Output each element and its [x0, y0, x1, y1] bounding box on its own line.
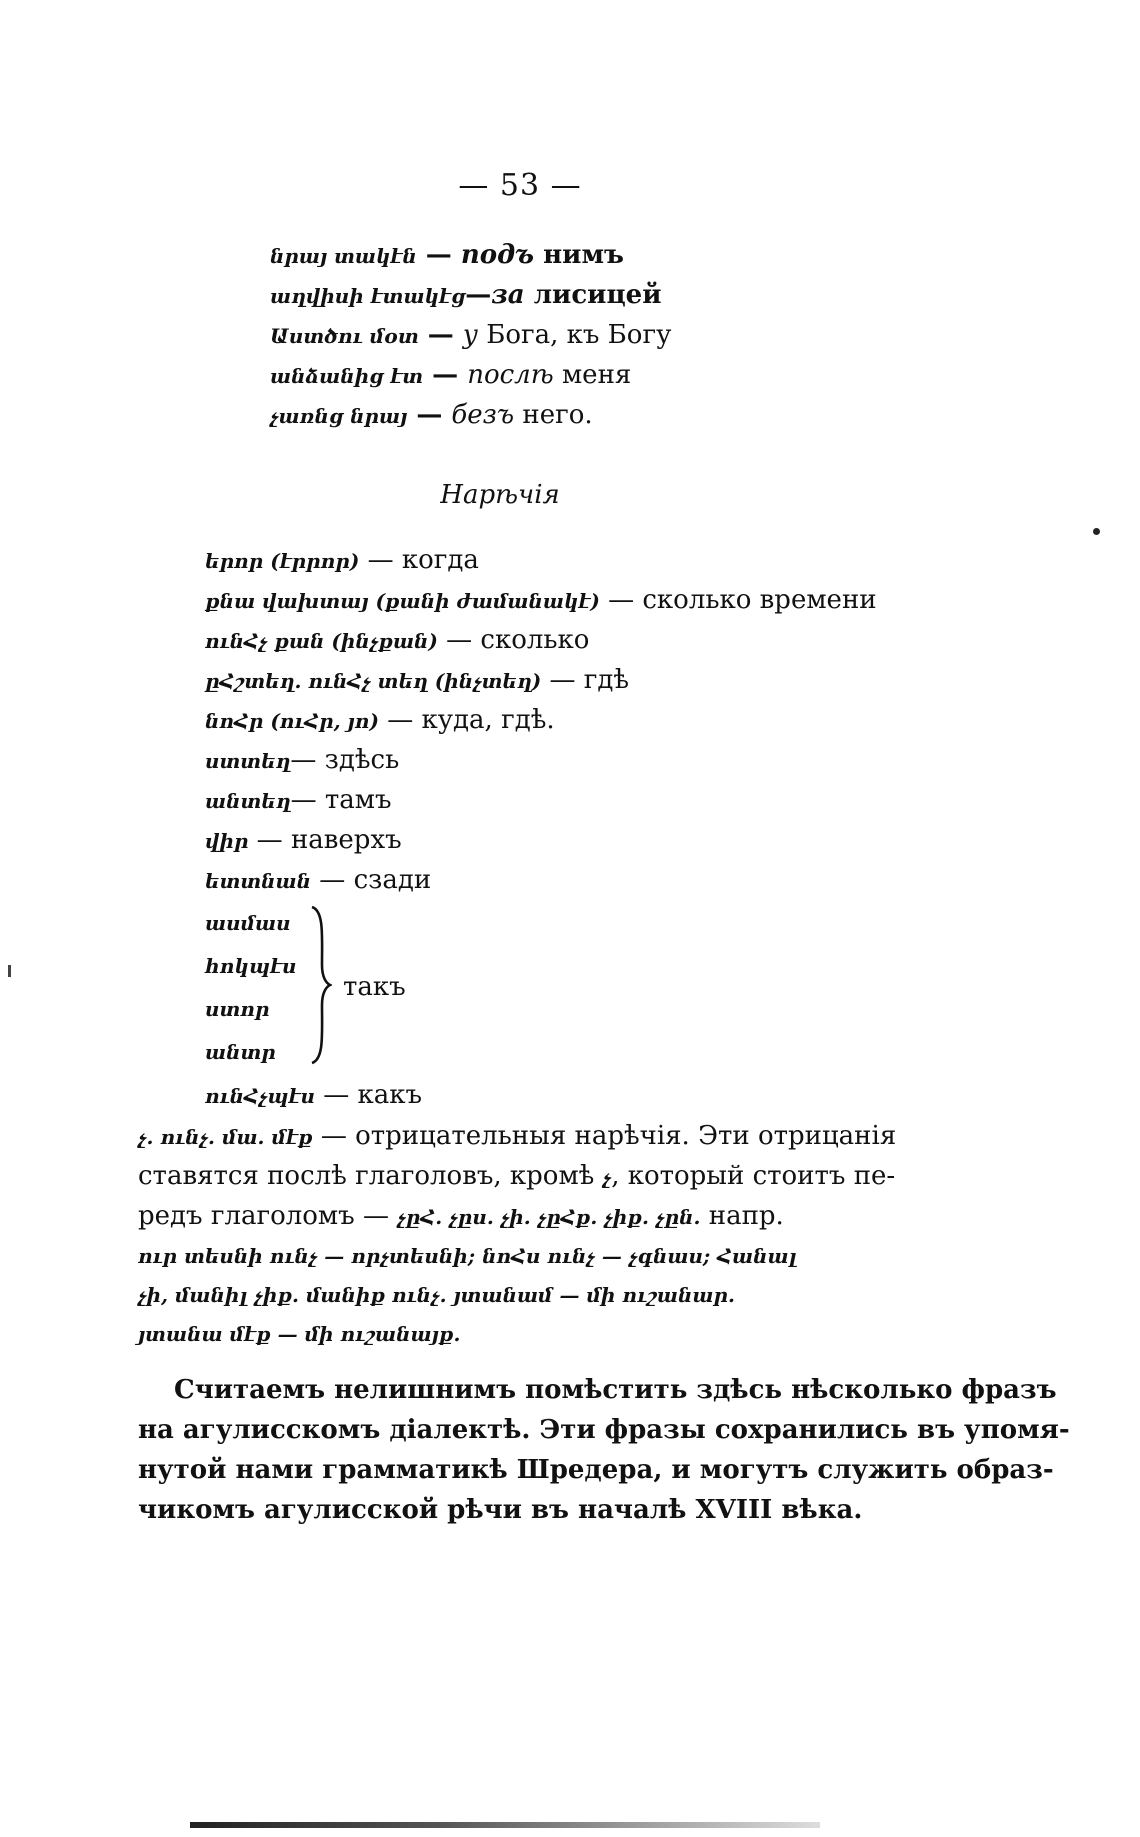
- closing-row-1: Считаемъ нелишнимъ помѣстить здѣсь нѣсколько фразъ: [174, 1375, 1057, 1405]
- adverb-line-3: [205, 625, 589, 656]
- russian-text: — сколько: [437, 625, 590, 655]
- russian-text: — тамъ: [290, 785, 392, 815]
- russian-text: — здѣсь: [290, 745, 400, 775]
- adverb-line-9: [205, 865, 431, 896]
- adverb-line-8: [205, 825, 402, 856]
- negation-row-1: չ. ունչ. մա. մէք — отрицательныя нарѣчія. Эти отрицанія: [138, 1121, 897, 1151]
- brace-meaning: такъ: [343, 972, 406, 1002]
- russian-text: Бога, къ Богу: [477, 320, 672, 350]
- russian-italic: послѣ: [467, 360, 554, 390]
- russian-text: — когда: [359, 545, 479, 575]
- adverb-line-5: [205, 705, 555, 736]
- scan-edge-artifact: [190, 1822, 820, 1828]
- armenian-phrase: ասմաս: [205, 911, 291, 935]
- adverb-line-1: [205, 545, 479, 576]
- armenian-phrase: ըՀշտեղ. ունՀչ տեղ (ինչտեղ): [205, 669, 542, 693]
- negation-row-2: ставятся послѣ глаголовъ, кромѣ չ, который стоитъ пе-: [138, 1161, 896, 1191]
- russian-text: лисицей: [524, 280, 662, 310]
- russian-text: — сколько времени: [599, 585, 877, 615]
- armenian-phrase: վիր: [205, 829, 249, 853]
- page-number: — 53 —: [458, 168, 582, 203]
- russian-text: — какъ: [314, 1080, 423, 1110]
- armenian-phrase: քնա վախտայ (քանի ժամանակէ): [205, 589, 600, 613]
- adverb-line-7: [205, 785, 392, 816]
- adverb-line-6: [205, 745, 399, 776]
- russian-text: нимъ: [534, 240, 624, 270]
- russian-text: — сзади: [311, 865, 432, 895]
- armenian-phrase: Աստծու մօտ: [270, 324, 419, 348]
- negation-row-6: յտանա մէք — մի ուշանայք.: [138, 1322, 461, 1346]
- russian-italic: безъ: [451, 400, 515, 430]
- brace-item-2: [205, 950, 297, 981]
- armenian-phrase: աղվիսի էտակէց: [270, 284, 466, 308]
- negation-row-3: редъ глаголомъ — չըՀ. չըս. չի. չըՀք. չիք. չըն. напр.: [138, 1201, 784, 1231]
- preposition-line-1: նրայ տակէն — подъ нимъ: [270, 240, 624, 270]
- scan-speck: [8, 965, 11, 977]
- armenian-phrase: երոր (էրրոր): [205, 549, 360, 573]
- armenian-phrase: անտր: [205, 1040, 276, 1064]
- closing-paragraph: [138, 1370, 1070, 1530]
- russian-text: — наверхъ: [248, 825, 402, 855]
- preposition-line-5: չառնց նրայ — безъ него.: [270, 400, 593, 430]
- negation-row-4: ուր տեսնի ունչ — որչտեսնի; նոՀս ունչ — չգնաս; Հանալ: [138, 1244, 797, 1268]
- negation-paragraph: [138, 1117, 908, 1354]
- preposition-line-2: աղվիսի էտակէց—за лисицей: [270, 280, 662, 310]
- scan-speck: [1093, 528, 1100, 535]
- closing-row-2: на агулисскомъ діалектѣ. Эти фразы сохранились въ упомя-: [138, 1415, 1070, 1445]
- brace-item-3: [205, 993, 270, 1024]
- closing-row-3: нутой нами грамматикѣ Шредера, и могутъ служить образ-: [138, 1455, 1054, 1485]
- armenian-phrase: ունՀչ քան (ինչքան): [205, 629, 438, 653]
- adverb-line-2: [205, 585, 877, 616]
- armenian-phrase: նրայ տակէն: [270, 244, 417, 268]
- how-line: [205, 1080, 422, 1111]
- negation-row-5: չի, մանիլ չիք. մանիք ունչ. յտանամ — մի ուշանար.: [138, 1283, 735, 1307]
- armenian-phrase: անձանից էտ: [270, 364, 424, 388]
- russian-text: меня: [553, 360, 632, 390]
- curly-brace-icon: [310, 905, 332, 1065]
- russian-text: — гдѣ: [541, 665, 630, 695]
- section-heading: Нарѣчія: [440, 480, 560, 510]
- brace-item-1: [205, 907, 291, 938]
- armenian-phrase: ետտնան: [205, 869, 312, 893]
- armenian-phrase: ունՀչպէս: [205, 1084, 315, 1108]
- russian-italic: подъ: [460, 240, 535, 270]
- armenian-phrase: ստտեղ: [205, 749, 291, 773]
- armenian-phrase: անտեղ: [205, 789, 291, 813]
- armenian-phrase: հոկպէս: [205, 954, 297, 978]
- russian-text: него.: [514, 400, 593, 430]
- armenian-phrase: նոՀր (ուՀր, յո): [205, 709, 379, 733]
- russian-text: — куда, гдѣ.: [378, 705, 555, 735]
- closing-row-4: чикомъ агулисской рѣчи въ началѣ XVIII вѣка.: [138, 1495, 863, 1525]
- preposition-line-3: Աստծու մօտ — у Бога, къ Богу: [270, 320, 672, 350]
- brace-item-4: [205, 1036, 276, 1067]
- russian-italic: у: [462, 320, 478, 350]
- armenian-phrase: չառնց նրայ: [270, 404, 408, 428]
- armenian-phrase: ստոր: [205, 997, 270, 1021]
- russian-italic: за: [491, 280, 525, 310]
- preposition-line-4: անձանից էտ — послѣ меня: [270, 360, 632, 390]
- adverb-line-4: [205, 665, 629, 696]
